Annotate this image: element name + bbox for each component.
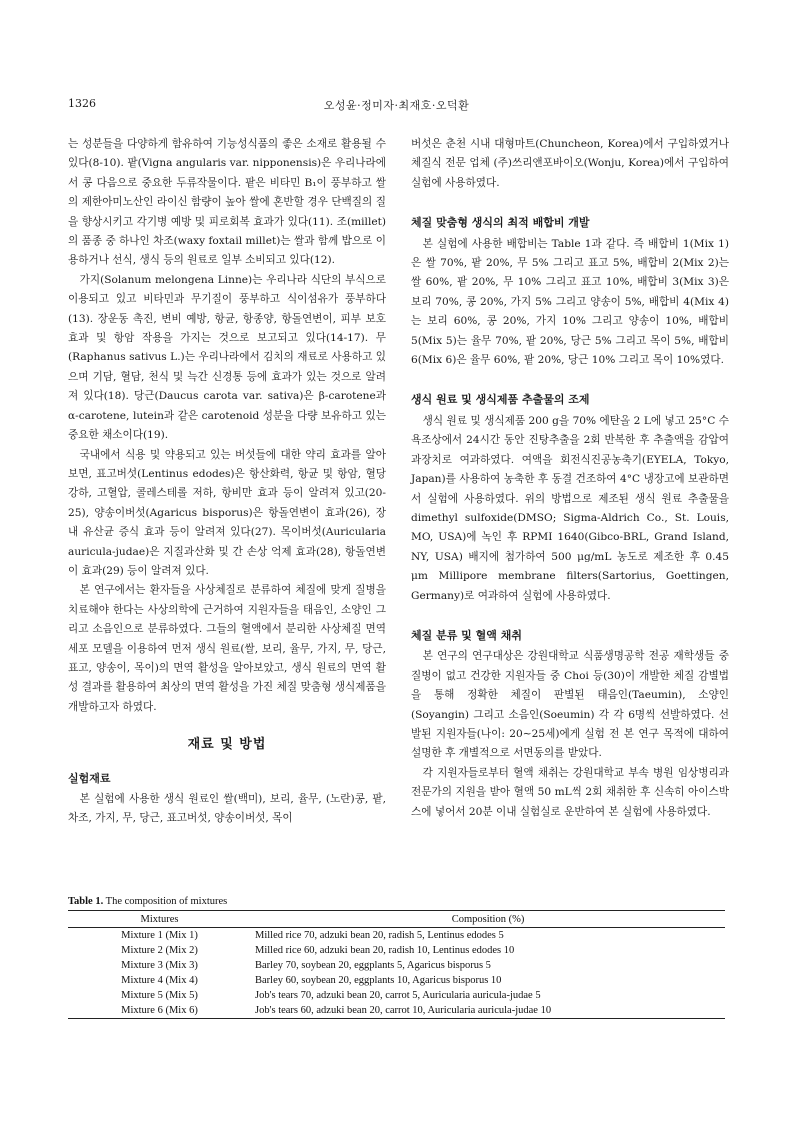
table-cell-mixture: Mixture 6 (Mix 6) (121, 1005, 198, 1016)
running-header-authors: 오성윤·정미자·최재호·오덕환 (323, 99, 470, 112)
table-cell-composition: Barley 60, soybean 20, eggplants 10, Agaricus bisporus 10 (255, 975, 502, 986)
table-row (68, 943, 725, 958)
table-row (68, 973, 725, 988)
table-cell-mixture: Mixture 1 (Mix 1) (121, 930, 198, 941)
section-title-methods: 재료 및 방법 (187, 737, 267, 753)
body-paragraph: 각 지원자들로부터 혈액 채취는 강원대학교 부속 병원 임상병리과 전문가의 지원을 받아 혈액 50 mL씩 2회 채취한 후 신속히 아이스박스에 넣어서 20분 이내 실험실로 운반하여 본 실험에 사용하였다. (411, 766, 729, 818)
table-row (68, 1003, 725, 1019)
body-paragraph: 생식 원료 및 생식제품 200 g을 70% 에탄올 2 L에 넣고 25°C 수욕조상에서 24시간 동안 진탕추출을 2회 반복한 후 추출액을 감압여과장치로 여과하였다. 여액을 회전식진공농축기(EYELA, Tokyo, Japan)를 사용하여 농축한 후 동결 건조하여 4°C 냉장고에 보관하면서 실험에 사용하였다. 위의 방법으로 제조된 생식 원료 추출물을 dimethyl sulfoxide(DMSO; Sigma-Aldrich Co., St. Louis, MO, USA)에 녹인 후 RPMI 1640(Gibco-BRL, Grand Island, NY, USA) 배지에 첨가하여 500 μg/mL 농도로 제조한 후 0.45 μm Millipore membrane filters(Sartorius, Goettingen, Germany)로 여과하여 실험에 사용하였다. (411, 414, 729, 602)
left-column (68, 135, 386, 829)
table-cell-composition: Job's tears 60, adzuki bean 20, carrot 10, Auricularia auricula-judae 10 (255, 1005, 552, 1016)
table-caption-label: Table 1. (68, 896, 104, 907)
table-header-row (68, 911, 725, 928)
table-row (68, 928, 725, 944)
subhead-blood-collection: 체질 분류 및 혈액 채취 (411, 628, 522, 642)
body-paragraph: 버섯은 춘천 시내 대형마트(Chuncheon, Korea)에서 구입하였거나 체질식 전문 업체 (주)쓰리앤포바이오(Wonju, Korea)에서 구입하여 실험에 사용하였다. (411, 138, 729, 189)
subhead-materials: 실험재료 (68, 771, 111, 785)
body-paragraph: 국내에서 식용 및 약용되고 있는 버섯들에 대한 약리 효과를 알아보면, 표고버섯(Lentinus edodes)은 항산화력, 항균 및 항암, 혈당 강하, 고혈압, 콜레스테롤 저하, 항비만 효과 등이 알려져 있고(20-25), 양송이버섯(Agaricus bisporus)은 항돌연변이 효과(26), 장내 유산균 증식 효과 등이 알려져 있다(27). 목이버섯(Auricularia auricula-judae)은 지질과산화 및 간 손상 억제 효과(28), 항돌연변이 효과(29) 등이 알려져 있다. (68, 448, 386, 577)
body-paragraph: 본 연구에서는 환자들을 사상체질로 분류하여 체질에 맞게 질병을 치료해야 한다는 사상의학에 근거하여 지원자들을 태음인, 소양인 그리고 소음인으로 분류하였다. 그들의 혈액에서 분리한 사상체질 면역세포 모델을 이용하여 먼저 생식 원료(쌀, 보리, 율무, 가지, 무, 당근, 표고, 양송이, 목이)의 면역 활성을 알아보았고, 생식 원료의 면역 활성 결과를 활용하여 최상의 면역 활성을 가진 체질 맞춤형 생식제품을 개발하고자 하였다. (68, 584, 386, 713)
table-row (68, 988, 725, 1003)
body-paragraph: 본 실험에 사용한 배합비는 Table 1과 같다. 즉 배합비 1(Mix 1)은 쌀 70%, 팥 20%, 무 5% 그리고 표고 5%, 배합비 2(Mix 2)는 쌀 60%, 팥 20%, 무 10% 그리고 표고 10%, 배합비 3(Mix 3)은 보리 70%, 콩 20%, 가지 5% 그리고 양송이 5%, 배합비 4(Mix 4)는 보리 60%, 콩 20%, 가지 10% 그리고 양송이 10%, 배합비 5(Mix 5)는 율무 70%, 팥 20%, 당근 5% 그리고 목이 5%, 배합비 6(Mix 6)은 율무 60%, 팥 20%, 당근 10% 그리고 목이 10%였다. (411, 237, 729, 367)
table-row (68, 958, 725, 973)
subhead-extract-prep: 생식 원료 및 생식제품 추출물의 조제 (411, 393, 590, 407)
table-header-mixtures: Mixtures (140, 914, 179, 925)
table-cell-composition: Job's tears 70, adzuki bean 20, carrot 5, Auricularia auricula-judae 5 (255, 990, 541, 1001)
table-cell-composition: Milled rice 70, adzuki bean 20, radish 5, Lentinus edodes 5 (255, 930, 504, 941)
table-1 (68, 896, 725, 1019)
page-number: 1326 (68, 97, 96, 110)
body-paragraph: 가지(Solanum melongena Linne)는 우리나라 식단의 부식으로 이용되고 있고 비타민과 무기질이 풍부하고 식이섬유가 풍부하다(13). 장운동 촉진, 변비 예방, 항균, 항종양, 항돌연변이, 피부 보호 효과 및 항암 작용을 가지는 것으로 보고되고 있다(14-17). 무(Raphanus sativus L.)는 우리나라에서 김치의 재료로 사용하고 있으며 기담, 혈담, 천식 및 늑간 신경통 등에 효과가 있는 것으로 알려져 있다(18). 당근(Daucus carota var. sativa)은 β-carotene과 α-carotene, lutein과 같은 carotenoid 성분을 다량 보유하고 있는 중요한 채소이다(19). (68, 273, 386, 442)
subhead-mix-ratio: 체질 맞춤형 생식의 최적 배합비 개발 (411, 216, 590, 230)
table-caption (68, 896, 725, 907)
table-cell-composition: Barley 70, soybean 20, eggplants 5, Agaricus bisporus 5 (255, 960, 491, 971)
table-caption-text: The composition of mixtures (105, 896, 228, 907)
composition-table (68, 910, 725, 1019)
table-cell-mixture: Mixture 5 (Mix 5) (121, 990, 198, 1001)
table-cell-mixture: Mixture 4 (Mix 4) (121, 975, 198, 986)
body-paragraph: 는 성분들을 다양하게 함유하여 기능성식품의 좋은 소재로 활용될 수 있다(8-10). 팥(Vigna angularis var. nipponensis)은 우리나라에서 콩 다음으로 중요한 두류작물이다. 팥은 비타민 B₁이 풍부하고 쌀의 제한아미노산인 라이신 함량이 높아 쌀에 혼반할 경우 단백질의 질을 향상시키고 각기병 예방 및 피로회복 효과가 있다(11). 조(millet)의 품종 중 하나인 차조(waxy foxtail millet)는 쌀과 함께 밥으로 이용하거나 선식, 생식 등의 원료로 일부 소비되고 있다(12). (68, 138, 386, 267)
table-cell-composition: Milled rice 60, adzuki bean 20, radish 10, Lentinus edodes 10 (255, 945, 515, 956)
table-header-composition: Composition (%) (451, 914, 525, 925)
right-column (411, 135, 729, 822)
body-paragraph: 본 실험에 사용한 생식 원료인 쌀(백미), 보리, 율무, (노란)콩, 팥, 차조, 가지, 무, 당근, 표고버섯, 양송이버섯, 목이 (68, 793, 386, 825)
table-cell-mixture: Mixture 2 (Mix 2) (121, 945, 198, 956)
body-paragraph: 본 연구의 연구대상은 강원대학교 식품생명공학 전공 재학생들 중 질병이 없고 건강한 지원자들 중 Choi 등(30)이 개발한 체질 감별법을 통해 정확한 체질이 판별된 태음인(Taeumin), 소양인(Soyangin) 그리고 소음인(Soeumin) 각 각 6명씩 선발하였다. 선발된 지원자들(나이: 20∼25세)에게 실험 전 본 연구 목적에 대하여 설명한 후 개별적으로 서면동의를 받았다. (411, 650, 729, 760)
table-cell-mixture: Mixture 3 (Mix 3) (121, 960, 198, 971)
